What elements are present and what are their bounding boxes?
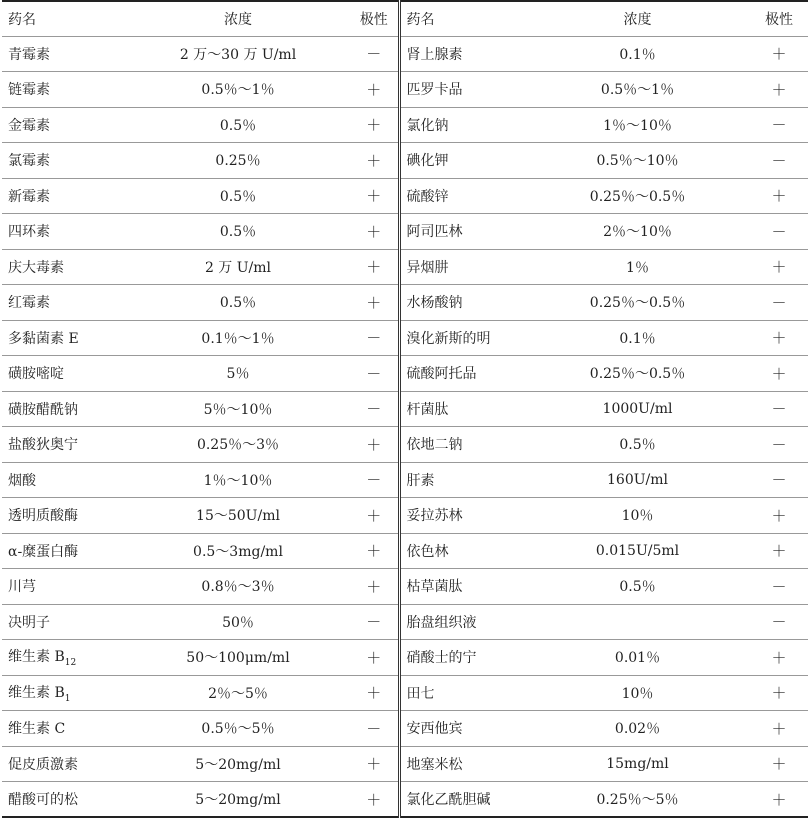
polarity-cell: ＋	[771, 542, 787, 561]
header-row	[2, 1, 808, 36]
polarity-cell: ＋	[350, 249, 399, 285]
drug-name-cell: 碘化钾	[406, 153, 449, 170]
polarity-cell: －	[771, 577, 787, 596]
polarity-cell: ＋	[771, 506, 787, 525]
table-row	[2, 391, 808, 427]
concentration-cell: 2％～5％	[208, 685, 268, 702]
drug-name-cell: 硝酸士的宁	[406, 650, 477, 667]
drug-name-cell: 依色林	[406, 543, 449, 560]
table-row	[2, 746, 808, 782]
table-row	[2, 640, 808, 676]
drug-name-cell: 维生素 $B_{12}$	[8, 649, 77, 669]
polarity-cell: －	[350, 356, 399, 392]
concentration-cell: 0.5％	[619, 579, 656, 596]
concentration-cell: 2 万～30 万 U/ml	[179, 46, 297, 63]
header-polarity-left: 极性	[350, 1, 399, 36]
polarity-cell: ＋	[771, 258, 787, 277]
polarity-cell: ＋	[350, 498, 399, 534]
concentration-cell: 5％	[226, 366, 250, 383]
table-body	[2, 36, 808, 817]
polarity-cell: －	[771, 613, 787, 632]
drug-name-cell: 氯霉素	[8, 153, 50, 170]
concentration-cell: 0.1％～1％	[201, 330, 275, 347]
concentration-cell: 0.5％	[219, 224, 257, 241]
drug-name-cell: 阿司匹林	[406, 224, 463, 241]
polarity-cell: ＋	[350, 569, 399, 605]
table-row	[2, 604, 808, 640]
polarity-cell: ＋	[771, 80, 787, 99]
table-row	[2, 533, 808, 569]
polarity-cell: ＋	[350, 107, 399, 143]
concentration-cell: 15～50U/ml	[196, 508, 280, 525]
header-concentration-right: 浓度	[623, 11, 652, 28]
table-header	[2, 1, 808, 36]
polarity-cell: －	[350, 391, 399, 427]
table-row	[2, 320, 808, 356]
polarity-cell: ＋	[771, 45, 787, 64]
table-row	[2, 107, 808, 143]
concentration-cell: 5～20mg/ml	[195, 756, 281, 773]
polarity-cell: ＋	[771, 790, 787, 809]
drug-name-cell: 庆大毒素	[8, 259, 64, 276]
concentration-cell: 50～100μm/ml	[186, 650, 290, 667]
table-row	[2, 178, 808, 214]
drug-name-cell: 匹罗卡品	[406, 82, 463, 99]
table-row	[2, 498, 808, 534]
table-row	[2, 675, 808, 711]
drug-name-cell: 硫酸锌	[406, 188, 449, 205]
drug-name-cell: 新霉素	[8, 188, 50, 205]
polarity-cell: ＋	[350, 214, 399, 250]
drug-name-cell: 异烟肼	[406, 259, 449, 276]
drug-name-cell: 川芎	[8, 579, 36, 596]
drug-name-cell: 维生素 C	[8, 721, 66, 738]
drug-name-cell: 妥拉苏林	[406, 508, 463, 525]
polarity-cell: －	[350, 711, 399, 747]
table-row	[2, 569, 808, 605]
concentration-cell: 0.1％	[619, 46, 656, 63]
drug-name-cell: 肝素	[406, 472, 435, 489]
concentration-cell: 5％～10％	[203, 401, 273, 418]
drug-name-cell: 透明质酸酶	[8, 508, 78, 525]
polarity-cell: －	[350, 462, 399, 498]
table-row	[2, 427, 808, 463]
polarity-cell: ＋	[350, 533, 399, 569]
concentration-cell: 0.02％	[614, 721, 661, 738]
concentration-cell: 0.01％	[614, 650, 661, 667]
polarity-cell: ＋	[771, 684, 787, 703]
concentration-cell: 0.5％	[619, 437, 656, 454]
concentration-cell: 0.25％～0.5％	[589, 295, 686, 312]
drug-name-cell: 硫酸阿托品	[406, 366, 477, 383]
polarity-cell: －	[350, 320, 399, 356]
drug-name-cell: 磺胺嘧啶	[8, 366, 64, 383]
polarity-cell: ＋	[350, 178, 399, 214]
drug-name-cell: 决明子	[8, 614, 50, 631]
header-drug-name-right: 药名	[406, 11, 435, 28]
drug-name-cell: 四环素	[8, 224, 50, 241]
drug-name-cell: α-糜蛋白酶	[8, 543, 79, 560]
concentration-cell	[525, 604, 750, 640]
concentration-cell: 0.25％～0.5％	[589, 366, 686, 383]
drug-concentration-table	[2, 0, 808, 818]
drug-name-cell: 磺胺醋酰钠	[8, 401, 78, 418]
polarity-cell: ＋	[350, 640, 399, 676]
polarity-cell: －	[350, 604, 399, 640]
header-concentration-left: 浓度	[224, 11, 252, 28]
polarity-cell: ＋	[771, 648, 787, 667]
concentration-cell: 0.25％～5％	[596, 792, 679, 808]
drug-name-cell: 地塞米松	[406, 756, 463, 773]
concentration-cell: 1％～10％	[203, 472, 273, 489]
polarity-cell: －	[771, 435, 787, 454]
concentration-cell: 1％	[626, 259, 649, 276]
drug-name-cell: 水杨酸钠	[406, 295, 463, 312]
polarity-cell: ＋	[350, 675, 399, 711]
table-row	[2, 72, 808, 108]
table-row	[2, 214, 808, 250]
concentration-cell: 0.1％	[619, 330, 656, 347]
drug-name-cell: 维生素 $B_1$	[8, 684, 71, 704]
concentration-cell: 0.25％～3％	[196, 437, 280, 454]
concentration-cell: 15mg/ml	[606, 755, 669, 772]
concentration-cell: 0.015U/5ml	[595, 542, 680, 559]
concentration-cell: 50％	[222, 614, 254, 631]
polarity-cell: ＋	[771, 364, 787, 383]
table-row	[2, 462, 808, 498]
polarity-cell: ＋	[350, 285, 399, 321]
polarity-cell: －	[771, 471, 787, 490]
drug-name-cell: 链霉素	[8, 82, 50, 99]
concentration-cell: 0.5％	[219, 188, 257, 205]
polarity-cell: ＋	[350, 746, 399, 782]
concentration-cell: 0.5％～10％	[596, 153, 679, 170]
table-row	[2, 143, 808, 179]
drug-name-cell: 氯化钠	[406, 117, 449, 134]
concentration-cell: 0.8％～3％	[201, 579, 275, 596]
concentration-cell: 0.25％～0.5％	[589, 188, 686, 205]
table-row	[2, 711, 808, 747]
concentration-cell: 10％	[621, 508, 654, 525]
drug-name-cell: 胎盘组织液	[406, 614, 477, 631]
drug-name-cell: 青霉素	[8, 46, 50, 63]
polarity-cell: ＋	[350, 782, 399, 818]
polarity-cell: ＋	[771, 329, 787, 348]
concentration-cell: 0.25％	[215, 153, 261, 170]
drug-name-cell: 肾上腺素	[406, 46, 463, 63]
concentration-cell: 0.5％	[219, 295, 257, 312]
concentration-cell: 1％～10％	[603, 117, 672, 134]
concentration-cell: 0.5％～1％	[600, 82, 675, 99]
table-row	[2, 356, 808, 392]
table-row	[2, 285, 808, 321]
concentration-cell: 2％～10％	[603, 224, 672, 241]
drug-name-cell: 醋酸可的松	[8, 792, 78, 808]
polarity-cell: －	[771, 151, 787, 170]
concentration-cell: 5～20mg/ml	[195, 792, 281, 808]
drug-name-cell: 金霉素	[8, 117, 50, 134]
polarity-cell: ＋	[771, 187, 787, 206]
polarity-cell: ＋	[771, 719, 787, 738]
concentration-cell: 160U/ml	[607, 471, 668, 488]
drug-name-cell: 多黏菌素 E	[8, 330, 79, 347]
drug-name-cell: 促皮质激素	[8, 756, 78, 773]
drug-name-cell: 红霉素	[8, 295, 50, 312]
header-drug-name-left: 药名	[8, 11, 36, 28]
drug-name-cell: 安西他宾	[406, 721, 463, 738]
table-row	[2, 36, 808, 72]
polarity-cell: －	[771, 222, 787, 241]
polarity-cell: －	[771, 293, 787, 312]
drug-name-cell: 枯草菌肽	[406, 579, 463, 596]
polarity-cell: ＋	[350, 72, 399, 108]
concentration-cell: 2 万 U/ml	[204, 259, 272, 276]
concentration-cell: 0.5％	[219, 117, 257, 134]
concentration-cell: 0.5～3mg/ml	[193, 543, 283, 560]
table-row	[2, 249, 808, 285]
drug-name-cell: 烟酸	[8, 472, 36, 489]
polarity-cell: －	[771, 116, 787, 135]
polarity-cell: ＋	[350, 427, 399, 463]
concentration-cell: 10％	[621, 685, 654, 702]
concentration-cell: 0.5％～5％	[201, 721, 275, 738]
polarity-cell: ＋	[350, 143, 399, 179]
drug-name-cell: 田七	[406, 685, 435, 702]
drug-name-cell: 溴化新斯的明	[406, 330, 491, 347]
header-polarity-right: 极性	[765, 11, 793, 28]
concentration-cell: 0.5％～1％	[201, 82, 275, 99]
polarity-cell: －	[350, 36, 399, 72]
concentration-cell: 1000U/ml	[602, 400, 673, 417]
polarity-cell: ＋	[771, 755, 787, 774]
drug-name-cell: 氯化乙酰胆碱	[406, 792, 491, 808]
polarity-cell: －	[771, 400, 787, 419]
table-row	[2, 782, 808, 818]
drug-name-cell: 杆菌肽	[406, 401, 449, 418]
drug-name-cell: 依地二钠	[406, 437, 463, 454]
drug-name-cell: 盐酸狄奥宁	[8, 437, 78, 454]
